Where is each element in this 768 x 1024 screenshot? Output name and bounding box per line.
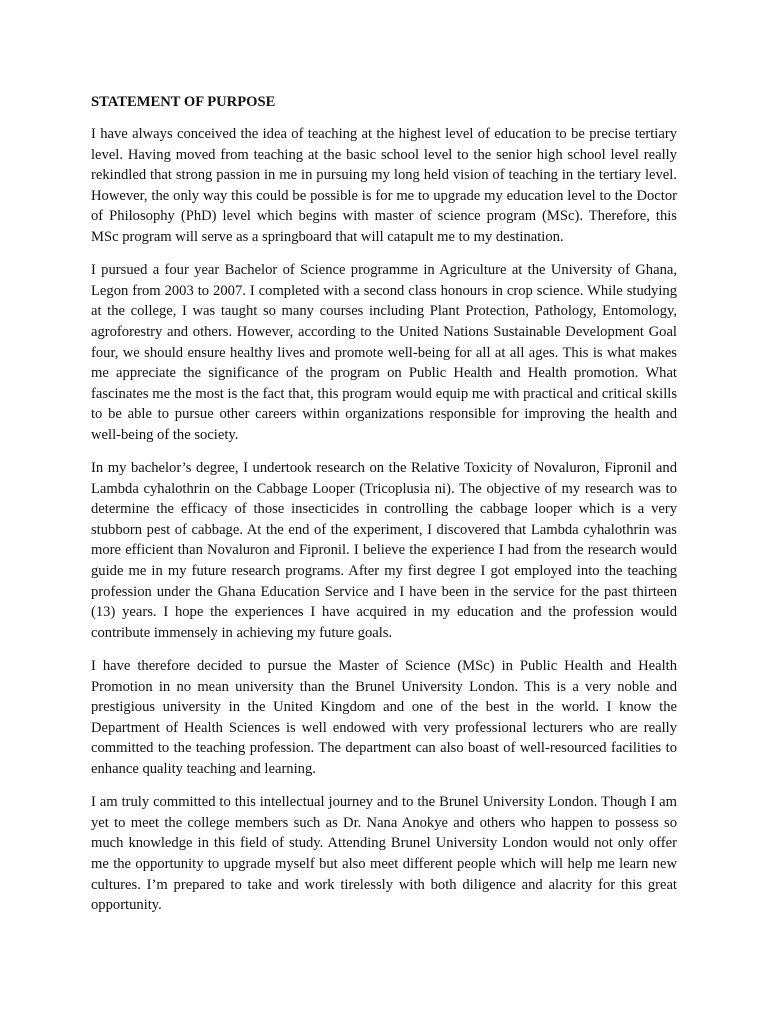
- document-page: [91, 92, 677, 928]
- document-title: STATEMENT OF PURPOSE: [91, 94, 276, 110]
- paragraph-research: In my bachelor’s degree, I undertook research on the Relative Toxicity of Novaluron, Fipronil and Lambda cyhalothrin on the Cabbage Looper (Tricoplusia ni). The objective of my research was to determine the efficacy of those insecticides in controlling the cabbage looper which is a very stubborn pest of cabbage. At the end of the experiment, I discovered that Lambda cyhalothrin was more efficient than Novaluron and Fipronil. I believe the experience I had from the research would guide me in my future research programs. After my first degree I got employed into the teaching profession under the Ghana Education Service and I have been in the service for the past thirteen (13) years. I hope the experiences I have acquired in my education and the profession would contribute immensely in achieving my future goals.: [91, 460, 677, 641]
- paragraph-program-choice: I have therefore decided to pursue the Master of Science (MSc) in Public Health and Health Promotion in no mean university than the Brunel University London. This is a very noble and prestigious university in the United Kingdom and one of the best in the world. I know the Department of Health Sciences is well endowed with very professional lecturers who are really committed to the teaching profession. The department can also boast of well-resourced facilities to enhance quality teaching and learning.: [91, 658, 677, 777]
- paragraph-commitment: I am truly committed to this intellectual journey and to the Brunel University London. Though I am yet to meet the college members such as Dr. Nana Anokye and others who happen to possess so much knowledge in this field of study. Attending Brunel University London would not only offer me the opportunity to upgrade myself but also meet different people which will help me learn new cultures. I’m prepared to take and work tirelessly with both diligence and alacrity for this great opportunity.: [91, 794, 677, 914]
- paragraph-education: I pursued a four year Bachelor of Science programme in Agriculture at the University of Ghana, Legon from 2003 to 2007. I completed with a second class honours in crop science. While studying at the college, I was taught so many courses including Plant Protection, Pathology, Entomology, agroforestry and others. However, according to the United Nations Sustainable Development Goal four, we should ensure healthy lives and promote well-being for all at all ages. This is what makes me appreciate the significance of the program on Public Health and Health promotion. What fascinates me the most is the fact that, this program would equip me with practical and critical skills to be able to pursue other careers within organizations responsible for improving the health and well-being of the society.: [91, 262, 677, 443]
- paragraph-intro: I have always conceived the idea of teaching at the highest level of education to be precise tertiary level. Having moved from teaching at the basic school level to the senior high school level really rekindled that strong passion in me in pursuing my long held vision of teaching in the tertiary level. However, the only way this could be possible is for me to upgrade my education level to the Doctor of Philosophy (PhD) level which begins with master of science program (MSc). Therefore, this MSc program will serve as a springboard that will catapult me to my destination.: [91, 126, 677, 245]
